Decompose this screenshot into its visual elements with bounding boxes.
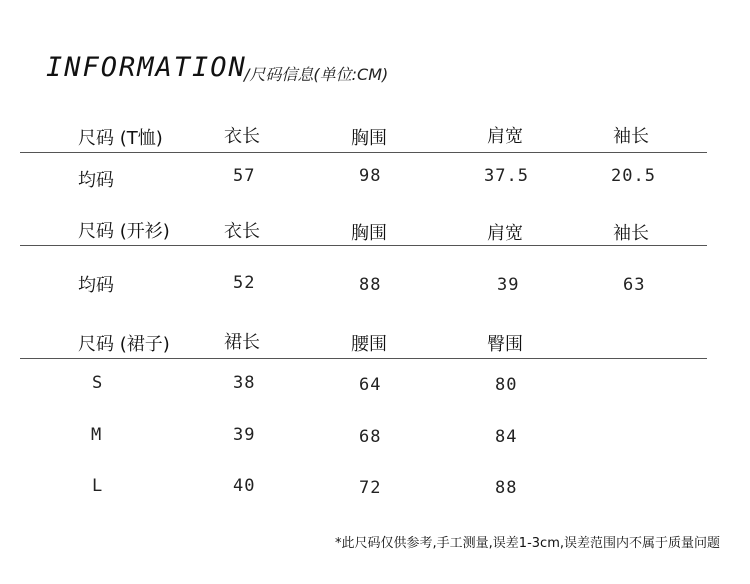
tshirt-header-length: 衣长 (224, 126, 260, 147)
skirt-row-hip: 88 (495, 478, 518, 498)
tshirt-row-size: 均码 (78, 170, 114, 191)
skirt-row-size: S (92, 373, 104, 393)
skirt-row-size: L (92, 476, 104, 496)
skirt-row-size: M (91, 425, 103, 445)
cardigan-header-size: 尺码 (开衫) (78, 221, 170, 242)
cardigan-row-size: 均码 (78, 275, 114, 296)
tshirt-header-sleeve: 袖长 (613, 126, 649, 147)
cardigan-header-chest: 胸围 (351, 223, 387, 244)
skirt-row-waist: 72 (359, 478, 382, 498)
cardigan-header-shoulder: 肩宽 (487, 223, 523, 244)
cardigan-header-length: 衣长 (224, 221, 260, 242)
tshirt-header-chest: 胸围 (351, 128, 387, 149)
page-title: INFORMATION (46, 52, 247, 83)
skirt-header-hip: 臀围 (487, 334, 523, 355)
cardigan-row-shoulder: 39 (497, 275, 520, 295)
skirt-row-length: 39 (233, 425, 256, 445)
skirt-divider (20, 358, 707, 359)
skirt-row-hip: 80 (495, 375, 518, 395)
skirt-row-hip: 84 (495, 427, 518, 447)
cardigan-divider (20, 245, 707, 246)
cardigan-header-sleeve: 袖长 (613, 223, 649, 244)
tshirt-row-sleeve: 20.5 (611, 166, 656, 186)
cardigan-row-sleeve: 63 (623, 275, 646, 295)
tshirt-row-length: 57 (233, 166, 256, 186)
skirt-row-length: 38 (233, 373, 256, 393)
tshirt-row-chest: 98 (359, 166, 382, 186)
skirt-row-waist: 64 (359, 375, 382, 395)
skirt-header-waist: 腰围 (351, 334, 387, 355)
skirt-header-size: 尺码 (裙子) (78, 334, 170, 355)
measurement-note: *此尺码仅供参考,手工测量,误差1-3cm,误差范围内不属于质量问题 (335, 536, 720, 551)
skirt-header-length: 裙长 (224, 332, 260, 353)
cardigan-row-chest: 88 (359, 275, 382, 295)
tshirt-header-shoulder: 肩宽 (487, 126, 523, 147)
tshirt-row-shoulder: 37.5 (484, 166, 529, 186)
cardigan-row-length: 52 (233, 273, 256, 293)
skirt-row-waist: 68 (359, 427, 382, 447)
tshirt-divider (20, 152, 707, 153)
skirt-row-length: 40 (233, 476, 256, 496)
page-subtitle: /尺码信息(单位:CM) (244, 65, 389, 84)
tshirt-header-size: 尺码 (T恤) (78, 128, 163, 149)
